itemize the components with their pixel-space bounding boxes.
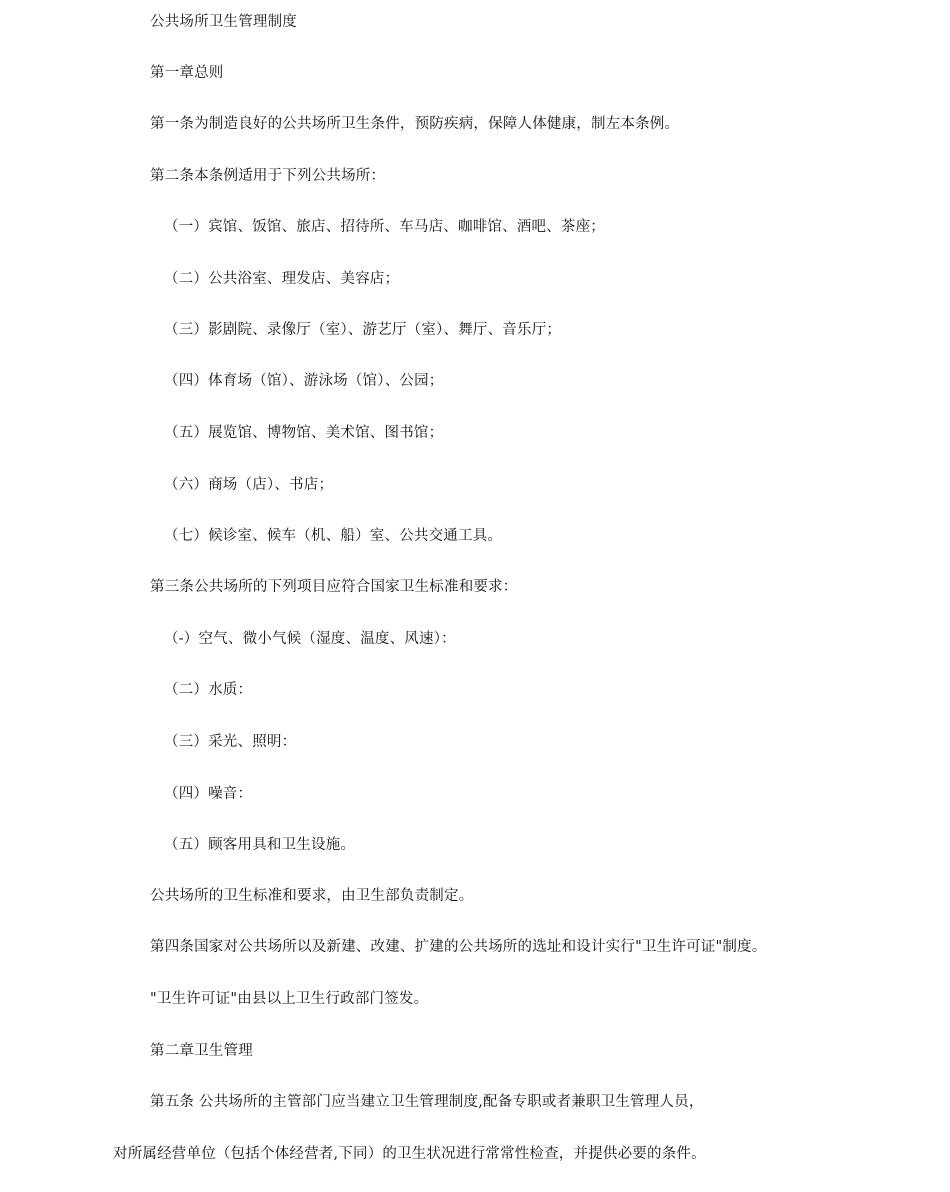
list-item: （-）空气、微小气候（湿度、温度、风速）： [164, 631, 456, 647]
article-5-line-2: 对所属经营单位（包括个体经营者,下同）的卫生状况进行常常性检查，并提供必要的条件。 [113, 1146, 706, 1162]
document-title: 公共场所卫生管理制度 [150, 14, 297, 30]
chapter-heading-2: 第二章卫生管理 [150, 1043, 253, 1059]
list-item: （六）商场（店）、书店； [164, 477, 334, 493]
article-3-note: 公共场所的卫生标准和要求，由卫生部负责制定。 [150, 888, 474, 904]
list-item: （七）候诊室、候车（机、船）室、公共交通工具。 [164, 528, 503, 544]
list-item: （三）影剧院、录像厅（室）、游艺厅（室）、舞厅、音乐厅； [164, 322, 562, 338]
list-item: （三）采光、照明： [164, 734, 297, 750]
article-4: 第四条国家对公共场所以及新建、改建、扩建的公共场所的选址和设计实行"卫生许可证"制度。 [150, 939, 767, 955]
list-item: （五）展览馆、博物馆、美术馆、图书馆； [164, 425, 444, 441]
list-item: （四）噪音： [164, 786, 253, 802]
chapter-heading-1: 第一章总则 [150, 65, 224, 81]
article-1: 第一条为制造良好的公共场所卫生条件，预防疾病，保障人体健康，制左本条例。 [150, 116, 680, 132]
list-item: （五）顾客用具和卫生设施。 [164, 837, 356, 853]
list-item: （二）公共浴室、理发店、美容店； [164, 271, 400, 287]
list-item: （一）宾馆、饭馆、旅店、招待所、车马店、咖啡馆、酒吧、茶座； [164, 219, 605, 235]
list-item: （四）体育场（馆）、游泳场（馆）、公园； [164, 373, 444, 389]
article-4-note: "卫生许可证"由县以上卫生行政部门签发。 [150, 991, 429, 1007]
article-2: 第二条本条例适用于下列公共场所： [150, 168, 386, 184]
article-5-line-1: 第五条 公共场所的主管部门应当建立卫生管理制度,配备专职或者兼职卫生管理人员， [150, 1094, 704, 1110]
list-item: （二）水质： [164, 682, 253, 698]
article-3: 第三条公共场所的下列项目应符合国家卫生标准和要求： [150, 579, 518, 595]
